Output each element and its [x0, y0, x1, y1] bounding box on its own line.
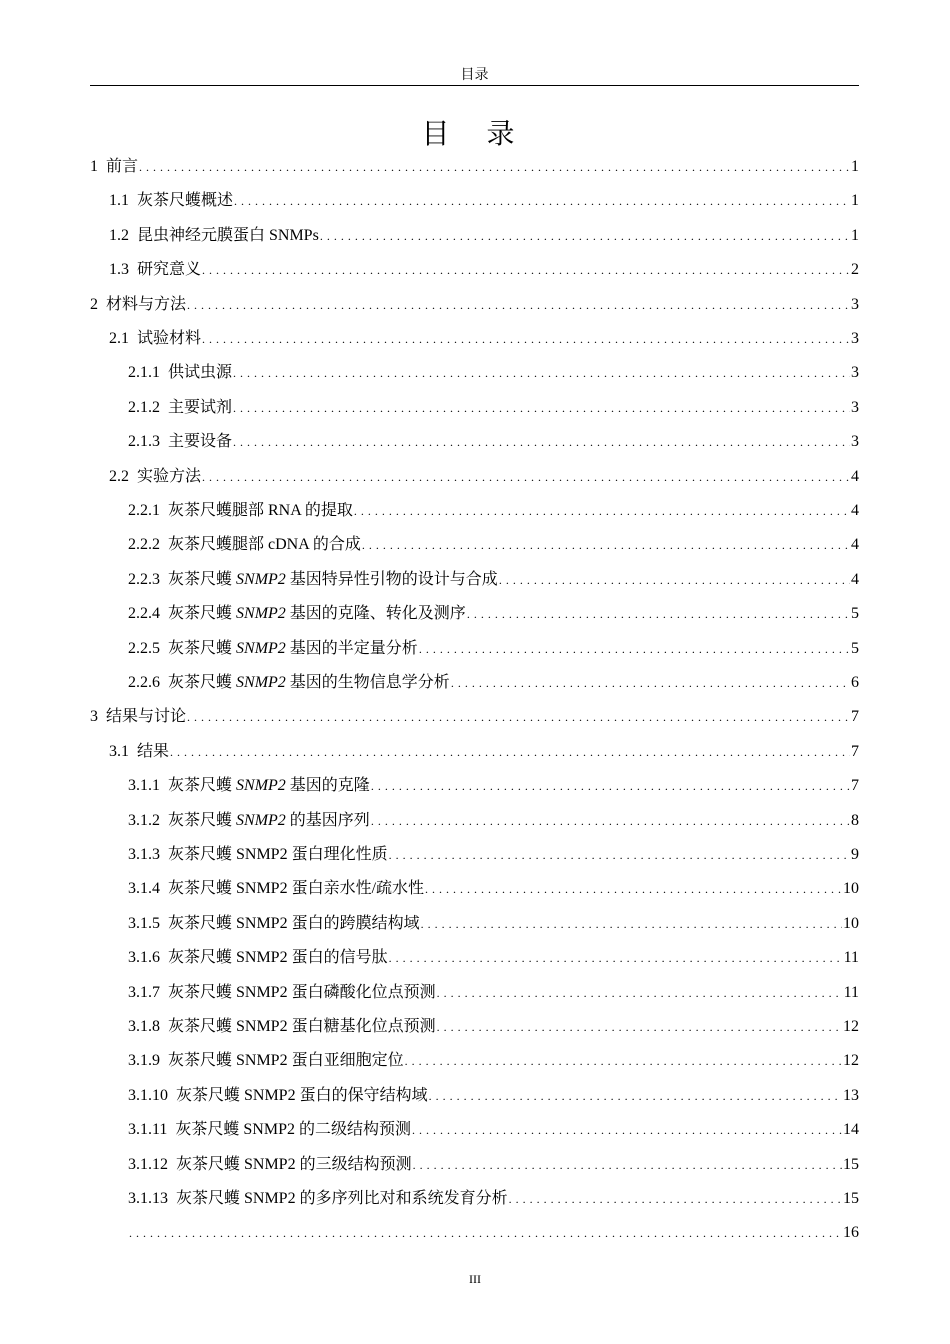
toc-entry[interactable]: [90, 155, 859, 179]
toc-entry-text: 试验材料: [137, 330, 202, 347]
toc-entry-number: 3.1.2: [128, 811, 160, 829]
toc-entry-text: 结果: [137, 742, 170, 760]
toc-entry[interactable]: [90, 705, 859, 729]
toc-entry-text: 灰茶尺蠖腿部 RNA 的提取: [168, 502, 353, 519]
toc-entry[interactable]: [90, 293, 859, 317]
toc-dot-leader: [129, 1221, 842, 1245]
toc-entry-number: 2: [90, 295, 98, 313]
toc-entry-text: 实验方法: [137, 467, 202, 485]
toc-entry-text: 灰茶尺蠖 SNMP2 蛋白磷酸化位点预测: [168, 983, 436, 1001]
toc-page-number: 11: [843, 983, 859, 1001]
toc-entry-text: 灰茶尺蠖: [168, 639, 237, 657]
toc-entry[interactable]: [90, 1153, 859, 1177]
toc-entry-text: 研究意义: [137, 261, 202, 279]
toc-entry-title: [128, 1049, 404, 1073]
toc-entry-text: 灰茶尺蠖 SNMP2 的三级结构预测: [176, 1155, 412, 1173]
toc-dot-leader: [419, 637, 850, 661]
toc-entry-text: 结果与讨论: [106, 708, 187, 726]
toc-page-number: 10: [843, 880, 859, 898]
toc-dot-leader: [467, 602, 850, 626]
toc-dot-leader: [233, 430, 850, 454]
toc-entry-title: [128, 946, 388, 970]
toc-entry[interactable]: [90, 809, 859, 833]
toc-dot-leader: [170, 740, 850, 764]
toc-dot-leader: [233, 361, 850, 385]
toc-entry-number: 3.1.4: [128, 880, 160, 898]
toc-entry-text: 基因的半定量分析: [285, 639, 418, 657]
toc-entry[interactable]: [90, 465, 859, 489]
toc-entry-number: 3.1.6: [128, 949, 160, 967]
toc-page-number: 10: [843, 914, 859, 932]
toc-entry-title: [128, 396, 232, 420]
toc-page-number: 11: [843, 949, 859, 967]
toc-entry-gene-name: SNMP2: [236, 674, 286, 691]
toc-entry-text: 前言: [106, 158, 139, 175]
toc-entry-number: 3.1.12: [128, 1155, 168, 1173]
toc-entry-gene-name: SNMP2: [236, 605, 286, 623]
toc-entry[interactable]: [90, 430, 859, 454]
toc-entry-title: [109, 258, 201, 282]
toc-entry-gene-name: SNMP2: [236, 570, 286, 588]
toc-entry-title: [128, 1118, 411, 1142]
toc-entry[interactable]: [90, 1049, 859, 1073]
toc-entry-title: [128, 912, 420, 936]
toc-page-number: 12: [843, 1052, 859, 1070]
toc-page-number: 13: [843, 1086, 859, 1104]
toc-page-number: 3: [851, 330, 859, 347]
toc-entry-number: 3.1: [109, 742, 129, 760]
toc-entry-title: [128, 361, 232, 385]
toc-dot-leader: [389, 946, 843, 970]
toc-entry-number: 1.1: [109, 192, 129, 210]
toc-entry-number: 2.1.2: [128, 398, 160, 416]
toc-entry-title: [128, 499, 353, 523]
toc-entry[interactable]: [90, 1015, 859, 1039]
toc-dot-leader: [233, 396, 850, 420]
toc-page-number: 3: [851, 364, 859, 382]
toc-entry[interactable]: [90, 568, 859, 592]
toc-entry[interactable]: [90, 1118, 859, 1142]
toc-entry-title: [128, 1015, 436, 1039]
toc-entry-text: 灰茶尺蠖 SNMP2 的二级结构预测: [175, 1121, 411, 1139]
toc-entry-title: [128, 981, 436, 1005]
toc-entry[interactable]: [90, 602, 859, 626]
toc-page-number: 3: [851, 295, 859, 313]
toc-dot-leader: [389, 843, 850, 867]
toc-entry-text: 灰茶尺蠖概述: [137, 192, 234, 210]
toc-entry-text: 灰茶尺蠖: [168, 674, 237, 691]
toc-entry-title: [128, 1084, 428, 1108]
toc-entry-text: 主要试剂: [168, 398, 233, 416]
toc-page-number: 15: [843, 1190, 859, 1207]
toc-entry-text: 灰茶尺蠖 SNMP2 蛋白的信号肽: [168, 949, 388, 967]
toc-page-number: 12: [843, 1018, 859, 1035]
toc-page-number: 14: [843, 1121, 859, 1139]
toc-entry-number: 3: [90, 708, 98, 726]
toc-entry-number: 3.1.8: [128, 1018, 160, 1035]
toc-entry[interactable]: [90, 774, 859, 798]
toc-page-number: 7: [851, 777, 859, 795]
toc-entry-title: [109, 740, 169, 764]
toc-dot-leader: [371, 809, 850, 833]
toc-page-number: 1: [851, 226, 859, 244]
toc-dot-leader: [421, 912, 842, 936]
toc-entry-text: 灰茶尺蠖: [168, 605, 237, 623]
page-title: 目 录: [421, 117, 529, 150]
toc-entry-text: 灰茶尺蠖 SNMP2 蛋白糖基化位点预测: [168, 1018, 436, 1035]
toc-dot-leader: [425, 877, 842, 901]
toc-entry[interactable]: [90, 740, 859, 764]
toc-dot-leader: [202, 327, 850, 351]
toc-entry[interactable]: [90, 1221, 859, 1245]
toc-entry[interactable]: [90, 258, 859, 282]
toc-entry-text: 灰茶尺蠖: [168, 570, 237, 588]
toc-entry-gene-name: SNMP2: [236, 639, 286, 657]
toc-entry-title: [109, 224, 319, 248]
toc-entry-number: 3.1.5: [128, 914, 160, 932]
toc-page-number: 7: [851, 708, 859, 726]
toc-page-number: 3: [851, 433, 859, 451]
toc-entry-title: [128, 637, 418, 661]
toc-entry-number: 3.1.10: [128, 1086, 168, 1104]
toc-entry-title: [109, 327, 201, 351]
page-number: III: [469, 1272, 481, 1286]
toc-entry-number: 1.2: [109, 226, 129, 244]
toc-page-number: 4: [851, 536, 859, 554]
toc-page-number: 15: [843, 1155, 859, 1173]
toc-entry-title: [128, 774, 370, 798]
toc-entry[interactable]: [90, 671, 859, 695]
toc-dot-leader: [354, 499, 850, 523]
toc-page-number: 4: [851, 502, 859, 519]
toc-entry-text: 灰茶尺蠖 SNMP2 蛋白的跨膜结构域: [168, 914, 420, 932]
toc-dot-leader: [509, 1187, 842, 1211]
toc-entry-title: [109, 189, 233, 213]
toc-entry-title: [128, 533, 361, 557]
toc-entry-title: [128, 602, 466, 626]
toc-entry-title: [109, 465, 201, 489]
toc-dot-leader: [451, 671, 850, 695]
toc-entry-text: 材料与方法: [106, 295, 187, 313]
toc-entry-text: 灰茶尺蠖 SNMP2 蛋白亲水性/疏水性: [168, 880, 425, 898]
toc-page-number: 7: [851, 742, 859, 760]
toc-page-number: 16: [843, 1224, 859, 1242]
toc-entry-title: [90, 293, 186, 317]
toc-entry[interactable]: [90, 396, 859, 420]
toc-entry-number: 2.2.1: [128, 502, 160, 519]
toc-entry-text: 灰茶尺蠖 SNMP2 蛋白亚细胞定位: [168, 1052, 404, 1070]
toc-dot-leader: [362, 533, 850, 557]
toc-page-number: 1: [851, 192, 859, 210]
toc-entry-number: 2.1.1: [128, 364, 160, 382]
toc-entry-number: 2.2: [109, 467, 129, 485]
toc-dot-leader: [413, 1153, 842, 1177]
toc-page-number: 5: [851, 605, 859, 623]
toc-page-number: 3: [851, 398, 859, 416]
toc-dot-leader: [202, 258, 850, 282]
toc-entry-number: 2.1.3: [128, 433, 160, 451]
toc-entry-number: 2.1: [109, 330, 129, 347]
toc-page-number: 2: [851, 261, 859, 279]
toc-entry-text: 基因的生物信息学分析: [285, 674, 450, 691]
toc-entry-text: 基因的克隆: [285, 777, 370, 795]
toc-page-number: 4: [851, 570, 859, 588]
toc-entry-text: 昆虫神经元膜蛋白 SNMPs: [137, 226, 319, 244]
toc-entry-title: [128, 809, 370, 833]
toc-dot-leader: [412, 1118, 842, 1142]
toc-page-number: 5: [851, 639, 859, 657]
toc-entry-number: 2.2.6: [128, 674, 160, 691]
toc-entry-title: [128, 671, 450, 695]
toc-entry[interactable]: [90, 224, 859, 248]
toc-entry-text: 灰茶尺蠖 SNMP2 蛋白的保守结构域: [176, 1086, 428, 1104]
toc-entry-text: 灰茶尺蠖 SNMP2 蛋白理化性质: [168, 846, 388, 863]
toc-entry[interactable]: [90, 1187, 859, 1211]
toc-entry[interactable]: [90, 981, 859, 1005]
toc-page-number: 6: [851, 674, 859, 691]
header-rule: [90, 85, 859, 86]
toc-page-number: 1: [851, 158, 859, 175]
toc-dot-leader: [320, 224, 850, 248]
toc-entry-number: 3.1.11: [128, 1121, 168, 1139]
toc-entry-number: 1.3: [109, 261, 129, 279]
toc-entry[interactable]: [90, 877, 859, 901]
toc-entry-number: 2.2.3: [128, 570, 160, 588]
toc-page-number: 8: [851, 811, 859, 829]
toc-entry[interactable]: [90, 946, 859, 970]
toc-entry-text: 主要设备: [168, 433, 233, 451]
toc-entry-title: [90, 705, 186, 729]
toc-entry[interactable]: [90, 189, 859, 213]
toc-entry-text: 基因的克隆、转化及测序: [285, 605, 466, 623]
toc-entry[interactable]: [90, 637, 859, 661]
toc-entry[interactable]: [90, 499, 859, 523]
toc-entry-number: 2.2.5: [128, 639, 160, 657]
toc-dot-leader: [429, 1084, 842, 1108]
toc-entry-number: 2.2.4: [128, 605, 160, 623]
toc-entry[interactable]: [90, 912, 859, 936]
toc-entry-text: 灰茶尺蠖: [168, 811, 237, 829]
toc-dot-leader: [499, 568, 850, 592]
toc-page-number: 9: [851, 846, 859, 863]
toc-entry-number: 3.1.3: [128, 846, 160, 863]
toc-entry-title: [128, 877, 424, 901]
toc-entry-number: 3.1.1: [128, 777, 160, 795]
toc-entry-text: 灰茶尺蠖腿部 cDNA 的合成: [168, 536, 361, 554]
toc-page-number: 4: [851, 467, 859, 485]
running-header: 目录: [460, 68, 489, 83]
toc-entry-gene-name: SNMP2: [236, 811, 286, 829]
toc-entry-number: 3.1.13: [128, 1190, 168, 1207]
toc-entry-number: 1: [90, 158, 98, 175]
toc-dot-leader: [371, 774, 850, 798]
toc-dot-leader: [437, 1015, 842, 1039]
toc-entry-title: [90, 155, 138, 179]
toc-dot-leader: [139, 155, 850, 179]
toc-entry-title: [128, 1153, 412, 1177]
toc-dot-leader: [437, 981, 843, 1005]
toc-entry[interactable]: [90, 533, 859, 557]
toc-entry-title: [128, 568, 498, 592]
toc-dot-leader: [187, 705, 850, 729]
toc-entry-text: 灰茶尺蠖 SNMP2 的多序列比对和系统发育分析: [176, 1190, 508, 1207]
toc-entry-title: [128, 430, 232, 454]
toc-dot-leader: [187, 293, 850, 317]
toc-entry[interactable]: [90, 1084, 859, 1108]
toc-entry-title: [128, 843, 388, 867]
toc-entry-text: 灰茶尺蠖: [168, 777, 237, 795]
toc-entry-text: 基因特异性引物的设计与合成: [285, 570, 498, 588]
toc-dot-leader: [202, 465, 850, 489]
toc-entry-number: 3.1.9: [128, 1052, 160, 1070]
toc-dot-leader: [234, 189, 850, 213]
toc-entry-gene-name: SNMP2: [236, 777, 286, 795]
toc-entry[interactable]: [90, 843, 859, 867]
toc-entry[interactable]: [90, 327, 859, 351]
toc-dot-leader: [405, 1049, 842, 1073]
toc-entry-text: 供试虫源: [168, 364, 233, 382]
toc-entry-title: [128, 1187, 508, 1211]
toc-entry[interactable]: [90, 361, 859, 385]
toc-entry-number: 2.2.2: [128, 536, 160, 554]
toc-entry-text: 的基因序列: [285, 811, 370, 829]
toc-entry-number: 3.1.7: [128, 983, 160, 1001]
